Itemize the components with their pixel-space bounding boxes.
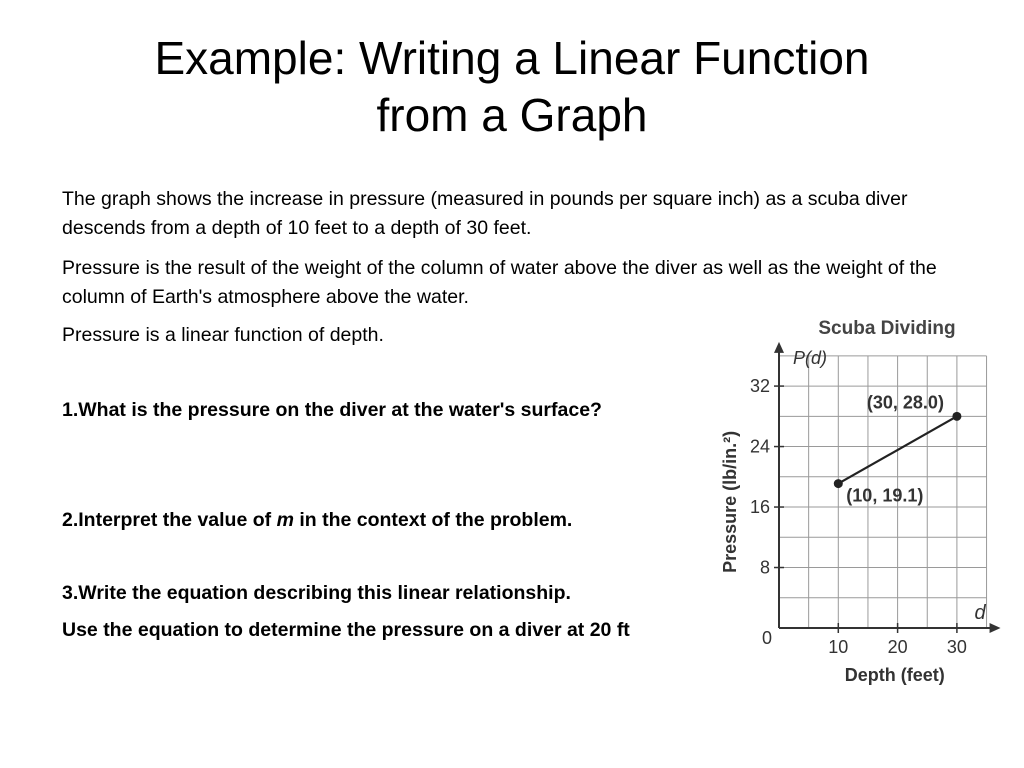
chart-axes (720, 342, 1001, 685)
y-tick-label: 24 (749, 436, 770, 457)
linear-function-paragraph: Pressure is a linear function of depth. (62, 324, 384, 346)
point-label-low: (10, 19.1) (846, 485, 924, 506)
title-line-2: from a Graph (376, 89, 648, 141)
x-tick-label: 10 (828, 637, 849, 657)
title-line-1: Example: Writing a Linear Function (154, 32, 870, 84)
origin-label: 0 (761, 628, 772, 648)
x-tick-label: 30 (946, 637, 967, 657)
x-variable-label: d (974, 602, 986, 624)
y-variable-label: P(d) (793, 347, 828, 368)
question-3: 3.Write the equation describing this linear relationship. (62, 582, 571, 604)
y-tick-label: 8 (759, 557, 770, 578)
y-tick-label: 16 (749, 497, 770, 518)
question-2-start: 2.Interpret the value of (62, 509, 277, 531)
chart-marks (834, 392, 962, 505)
question-1: 1.What is the pressure on the diver at the water's surface? (62, 399, 602, 421)
question-2-end: in the context of the problem. (293, 509, 573, 531)
y-axis-arrow (774, 342, 784, 353)
y-tick-label: 32 (749, 376, 770, 397)
y-axis-title: Pressure (lb/in.²) (720, 430, 740, 573)
data-point (952, 412, 961, 421)
x-axis-arrow (990, 623, 1001, 633)
question-4: Use the equation to determine the pressure on a diver at 20 ft (62, 619, 630, 641)
chart-title: Scuba Dividing (818, 318, 956, 339)
intro-paragraph: The graph shows the increase in pressure (measured in pounds per square inch) as a scuba diver descends from a depth of 10 feet to a depth of 30 feet. (62, 188, 908, 239)
question-2-variable: m (276, 509, 294, 531)
data-point (834, 479, 843, 488)
x-tick-label: 20 (887, 637, 908, 657)
pressure-explanation-paragraph: Pressure is the result of the weight of the column of water above the diver as well as the weight of the column of Earth's atmosphere above the water. (62, 257, 937, 308)
x-axis-title: Depth (feet) (844, 665, 945, 685)
point-label-high: (30, 28.0) (866, 392, 944, 413)
